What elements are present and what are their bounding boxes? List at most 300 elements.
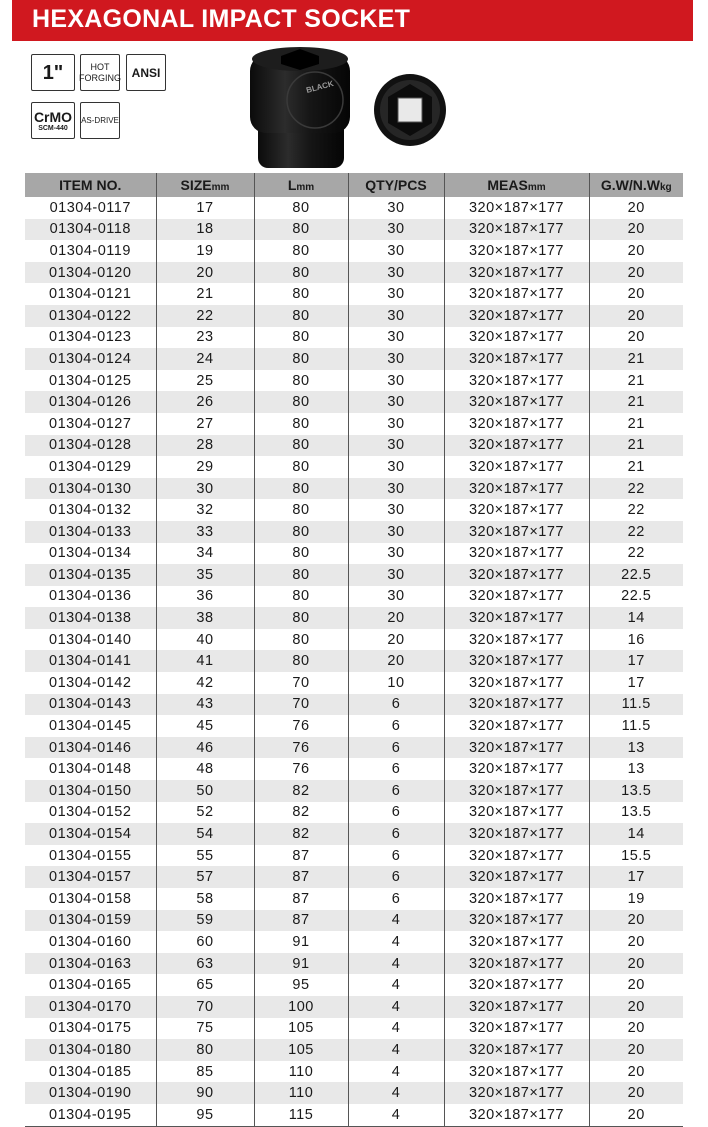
column-header-weight: G.W/N.Wkg: [589, 173, 683, 197]
length-cell: 82: [254, 780, 348, 802]
table-row: [25, 650, 683, 672]
table-row: [25, 845, 683, 867]
qty-cell: 30: [348, 197, 444, 219]
weight-cell: 14: [589, 607, 683, 629]
item-no-cell: 01304-0165: [25, 974, 156, 996]
length-cell: 80: [254, 478, 348, 500]
table-row: [25, 931, 683, 953]
length-cell: 80: [254, 262, 348, 284]
qty-cell: 6: [348, 715, 444, 737]
weight-cell: 22.5: [621, 588, 652, 605]
item-no-cell: 01304-0140: [25, 629, 156, 651]
weight-cell: 20: [627, 1063, 645, 1080]
qty-cell: 30: [348, 327, 444, 349]
table-row: [25, 521, 683, 543]
weight-cell: 22: [627, 502, 645, 519]
length-cell: 100: [254, 996, 348, 1018]
meas-cell: 320×187×177: [444, 823, 589, 845]
meas-cell: 320×187×177: [444, 845, 589, 867]
weight-cell: 20: [589, 910, 683, 932]
table-row: [25, 910, 683, 932]
table-row: [25, 240, 683, 262]
qty-cell: 30: [348, 543, 444, 565]
weight-cell: 20: [589, 953, 683, 975]
length-cell: 80: [254, 629, 348, 651]
qty-cell: 4: [348, 996, 444, 1018]
meas-cell: 320×187×177: [444, 953, 589, 975]
meas-cell: 320×187×177: [444, 629, 589, 651]
item-no-cell: 01304-0122: [25, 305, 156, 327]
meas-cell: 320×187×177: [444, 1039, 589, 1061]
weight-cell: 22: [589, 478, 683, 500]
table-row: [25, 780, 683, 802]
length-cell: 80: [254, 456, 348, 478]
weight-cell: 15.5: [621, 847, 652, 864]
item-no-cell: 01304-0132: [25, 499, 156, 521]
qty-cell: 6: [348, 845, 444, 867]
size-cell: 58: [156, 888, 254, 910]
column-header-length: Lmm: [254, 173, 348, 197]
table-row: [25, 1104, 683, 1126]
meas-cell: 320×187×177: [444, 607, 589, 629]
item-no-cell: 01304-0127: [25, 413, 156, 435]
length-cell: 80: [254, 283, 348, 305]
meas-cell: 320×187×177: [444, 1061, 589, 1083]
qty-cell: 6: [348, 888, 444, 910]
table-row: [25, 262, 683, 284]
length-cell: 80: [254, 521, 348, 543]
item-no-cell: 01304-0154: [25, 823, 156, 845]
as-drive-badge: [80, 102, 120, 139]
table-row: [25, 866, 683, 888]
weight-cell: 20: [589, 305, 683, 327]
size-cell: 26: [156, 391, 254, 413]
qty-cell: 4: [348, 1039, 444, 1061]
size-cell: 19: [156, 240, 254, 262]
item-no-cell: 01304-0135: [25, 564, 156, 586]
length-cell: 115: [254, 1104, 348, 1126]
qty-cell: 4: [348, 974, 444, 996]
qty-cell: 30: [348, 499, 444, 521]
meas-cell: 320×187×177: [444, 391, 589, 413]
item-no-cell: 01304-0158: [25, 888, 156, 910]
table-row: [25, 737, 683, 759]
meas-cell: 320×187×177: [444, 715, 589, 737]
table-row: [25, 456, 683, 478]
weight-cell: 21: [627, 372, 645, 389]
socket-bottom-image: [370, 70, 450, 150]
length-cell: 105: [254, 1039, 348, 1061]
qty-cell: 30: [348, 283, 444, 305]
drive-size-badge: [31, 54, 75, 91]
item-no-cell: 01304-0130: [25, 478, 156, 500]
meas-cell: 320×187×177: [444, 1082, 589, 1104]
size-cell: 20: [156, 262, 254, 284]
meas-cell: 320×187×177: [444, 737, 589, 759]
size-cell: 90: [156, 1082, 254, 1104]
item-no-cell: 01304-0146: [25, 737, 156, 759]
qty-cell: 6: [348, 694, 444, 716]
table-row: [25, 823, 683, 845]
size-cell: 46: [156, 737, 254, 759]
crmo-label: CrMO: [33, 108, 73, 125]
size-cell: 45: [156, 715, 254, 737]
page-title: HEXAGONAL IMPACT SOCKET: [32, 5, 411, 33]
item-no-cell: 01304-0138: [25, 607, 156, 629]
qty-cell: 30: [348, 586, 444, 608]
length-cell: 80: [254, 435, 348, 457]
size-cell: 34: [156, 543, 254, 565]
item-no-cell: 01304-0125: [25, 370, 156, 392]
size-cell: 55: [156, 845, 254, 867]
item-no-cell: 01304-0129: [25, 456, 156, 478]
qty-cell: 6: [348, 758, 444, 780]
qty-cell: 30: [348, 456, 444, 478]
table-row: [25, 391, 683, 413]
table-row: [25, 413, 683, 435]
meas-cell: 320×187×177: [444, 650, 589, 672]
size-cell: 25: [156, 370, 254, 392]
weight-cell: 20: [589, 219, 683, 241]
size-cell: 70: [156, 996, 254, 1018]
item-no-cell: 01304-0152: [25, 802, 156, 824]
weight-cell: 13.5: [621, 804, 652, 821]
table-row: [25, 974, 683, 996]
size-cell: 27: [156, 413, 254, 435]
table-row: [25, 715, 683, 737]
table-row: [25, 348, 683, 370]
qty-cell: 30: [348, 391, 444, 413]
spec-table: [25, 173, 683, 1127]
meas-cell: 320×187×177: [444, 413, 589, 435]
meas-cell: 320×187×177: [444, 996, 589, 1018]
length-cell: 110: [254, 1082, 348, 1104]
item-no-cell: 01304-0136: [25, 586, 156, 608]
weight-cell: 11.5: [589, 694, 683, 716]
size-cell: 52: [156, 802, 254, 824]
table-row: [25, 1061, 683, 1083]
qty-cell: 30: [348, 240, 444, 262]
weight-cell: 20: [589, 996, 683, 1018]
item-no-cell: 01304-0141: [25, 650, 156, 672]
meas-cell: 320×187×177: [444, 197, 589, 219]
length-cell: 80: [254, 327, 348, 349]
size-cell: 85: [156, 1061, 254, 1083]
qty-cell: 30: [348, 435, 444, 457]
length-cell: 80: [254, 240, 348, 262]
weight-cell: 20: [589, 1039, 683, 1061]
weight-cell: 11.5: [621, 718, 651, 735]
meas-cell: 320×187×177: [444, 435, 589, 457]
size-cell: 43: [156, 694, 254, 716]
weight-cell: 20: [589, 1082, 683, 1104]
hot-forging-line2: FORGING: [79, 72, 121, 83]
meas-cell: 320×187×177: [444, 974, 589, 996]
item-no-cell: 01304-0118: [25, 219, 156, 241]
length-cell: 82: [254, 823, 348, 845]
table-row: [25, 499, 683, 521]
weight-cell: 20: [627, 329, 645, 346]
table-row: [25, 802, 683, 824]
item-no-cell: 01304-0126: [25, 391, 156, 413]
qty-cell: 4: [348, 910, 444, 932]
item-no-cell: 01304-0148: [25, 758, 156, 780]
item-no-cell: 01304-0120: [25, 262, 156, 284]
item-no-cell: 01304-0170: [25, 996, 156, 1018]
length-cell: 87: [254, 888, 348, 910]
qty-cell: 30: [348, 305, 444, 327]
size-cell: 95: [156, 1104, 254, 1126]
meas-cell: 320×187×177: [444, 348, 589, 370]
table-row: [25, 1039, 683, 1061]
meas-cell: 320×187×177: [444, 305, 589, 327]
qty-cell: 30: [348, 521, 444, 543]
table-row: [25, 953, 683, 975]
table-row: [25, 197, 683, 219]
length-cell: 76: [254, 715, 348, 737]
item-no-cell: 01304-0133: [25, 521, 156, 543]
length-cell: 80: [254, 219, 348, 241]
size-cell: 33: [156, 521, 254, 543]
item-no-cell: 01304-0155: [25, 845, 156, 867]
item-no-cell: 01304-0150: [25, 780, 156, 802]
length-cell: 80: [254, 305, 348, 327]
ansi-label: ANSI: [131, 65, 161, 80]
length-cell: 91: [254, 931, 348, 953]
title-banner: [12, 0, 693, 41]
table-row: [25, 327, 683, 349]
table-row: [25, 607, 683, 629]
item-no-cell: 01304-0128: [25, 435, 156, 457]
size-cell: 36: [156, 586, 254, 608]
length-cell: 87: [254, 845, 348, 867]
qty-cell: 4: [348, 1104, 444, 1126]
weight-cell: 17: [627, 674, 645, 691]
weight-cell: 22: [589, 521, 683, 543]
table-row: [25, 305, 683, 327]
weight-cell: 20: [589, 1104, 683, 1126]
weight-cell: 13: [589, 737, 683, 759]
hot-forging-badge: [80, 54, 120, 91]
item-no-cell: 01304-0175: [25, 1018, 156, 1040]
item-no-cell: 01304-0190: [25, 1082, 156, 1104]
qty-cell: 30: [348, 564, 444, 586]
length-cell: 76: [254, 758, 348, 780]
meas-cell: 320×187×177: [444, 1104, 589, 1126]
item-no-cell: 01304-0160: [25, 931, 156, 953]
table-row: [25, 478, 683, 500]
size-cell: 17: [156, 197, 254, 219]
size-cell: 60: [156, 931, 254, 953]
qty-cell: 30: [348, 478, 444, 500]
weight-cell: 20: [627, 977, 645, 994]
qty-cell: 4: [348, 931, 444, 953]
weight-cell: 20: [589, 262, 683, 284]
ansi-badge: [126, 54, 166, 91]
item-no-cell: 01304-0159: [25, 910, 156, 932]
qty-cell: 30: [348, 413, 444, 435]
meas-cell: 320×187×177: [444, 240, 589, 262]
table-row: [25, 435, 683, 457]
length-cell: 82: [254, 802, 348, 824]
item-no-cell: 01304-0145: [25, 715, 156, 737]
length-cell: 80: [254, 650, 348, 672]
weight-cell: 20: [627, 286, 645, 303]
item-no-cell: 01304-0117: [25, 197, 156, 219]
size-cell: 32: [156, 499, 254, 521]
meas-cell: 320×187×177: [444, 478, 589, 500]
table-row: [25, 564, 683, 586]
length-cell: 80: [254, 348, 348, 370]
item-no-cell: 01304-0180: [25, 1039, 156, 1061]
size-cell: 18: [156, 219, 254, 241]
weight-cell: 22.5: [589, 564, 683, 586]
length-cell: 80: [254, 391, 348, 413]
column-header-size: SIZEmm: [156, 173, 254, 197]
table-row: [25, 996, 683, 1018]
size-cell: 54: [156, 823, 254, 845]
size-cell: 24: [156, 348, 254, 370]
qty-cell: 6: [348, 823, 444, 845]
table-row: [25, 1082, 683, 1104]
weight-cell: 21: [627, 415, 645, 432]
table-row: [25, 586, 683, 608]
qty-cell: 30: [348, 370, 444, 392]
table-row: [25, 283, 683, 305]
qty-cell: 30: [348, 262, 444, 284]
socket-side-image: [245, 45, 355, 170]
column-header-meas: MEASmm: [444, 173, 589, 197]
item-no-cell: 01304-0143: [25, 694, 156, 716]
size-cell: 50: [156, 780, 254, 802]
weight-cell: 13.5: [589, 780, 683, 802]
item-no-cell: 01304-0124: [25, 348, 156, 370]
size-cell: 41: [156, 650, 254, 672]
qty-cell: 6: [348, 737, 444, 759]
qty-cell: 10: [348, 672, 444, 694]
size-cell: 65: [156, 974, 254, 996]
weight-cell: 14: [589, 823, 683, 845]
weight-cell: 21: [589, 435, 683, 457]
table-row: [25, 758, 683, 780]
meas-cell: 320×187×177: [444, 910, 589, 932]
weight-cell: 13: [627, 761, 645, 778]
meas-cell: 320×187×177: [444, 866, 589, 888]
qty-cell: 20: [348, 607, 444, 629]
table-row: [25, 672, 683, 694]
column-header-item-no: ITEM NO.: [25, 173, 156, 197]
column-header-qty: QTY/PCS: [348, 173, 444, 197]
item-no-cell: 01304-0163: [25, 953, 156, 975]
meas-cell: 320×187×177: [444, 758, 589, 780]
meas-cell: 320×187×177: [444, 564, 589, 586]
meas-cell: 320×187×177: [444, 802, 589, 824]
table-row: [25, 1018, 683, 1040]
qty-cell: 4: [348, 953, 444, 975]
crmo-sub-label: SCM-440: [38, 124, 68, 132]
qty-cell: 30: [348, 348, 444, 370]
weight-cell: 20: [627, 242, 645, 259]
meas-cell: 320×187×177: [444, 521, 589, 543]
engraving-text: BLACK: [305, 78, 335, 95]
weight-cell: 19: [627, 890, 645, 907]
size-cell: 21: [156, 283, 254, 305]
length-cell: 80: [254, 564, 348, 586]
qty-cell: 30: [348, 219, 444, 241]
meas-cell: 320×187×177: [444, 456, 589, 478]
table-row: [25, 543, 683, 565]
qty-cell: 4: [348, 1018, 444, 1040]
meas-cell: 320×187×177: [444, 543, 589, 565]
meas-cell: 320×187×177: [444, 672, 589, 694]
weight-cell: 17: [589, 650, 683, 672]
weight-cell: 16: [627, 631, 645, 648]
item-no-cell: 01304-0123: [25, 327, 156, 349]
weight-cell: 21: [627, 458, 645, 475]
item-no-cell: 01304-0119: [25, 240, 156, 262]
meas-cell: 320×187×177: [444, 780, 589, 802]
qty-cell: 4: [348, 1082, 444, 1104]
length-cell: 80: [254, 586, 348, 608]
qty-cell: 20: [348, 650, 444, 672]
as-drive-label: AS-DRIVE: [81, 115, 119, 125]
meas-cell: 320×187×177: [444, 499, 589, 521]
size-cell: 80: [156, 1039, 254, 1061]
meas-cell: 320×187×177: [444, 327, 589, 349]
weight-cell: 21: [589, 348, 683, 370]
item-no-cell: 01304-0195: [25, 1104, 156, 1126]
item-no-cell: 01304-0157: [25, 866, 156, 888]
size-cell: 29: [156, 456, 254, 478]
weight-cell: 17: [589, 866, 683, 888]
length-cell: 87: [254, 866, 348, 888]
size-cell: 22: [156, 305, 254, 327]
meas-cell: 320×187×177: [444, 931, 589, 953]
length-cell: 76: [254, 737, 348, 759]
meas-cell: 320×187×177: [444, 888, 589, 910]
item-no-cell: 01304-0142: [25, 672, 156, 694]
table-row: [25, 629, 683, 651]
item-no-cell: 01304-0134: [25, 543, 156, 565]
size-cell: 40: [156, 629, 254, 651]
table-header-row: [25, 173, 683, 197]
meas-cell: 320×187×177: [444, 219, 589, 241]
weight-cell: 20: [627, 199, 645, 216]
weight-cell: 22: [627, 545, 645, 562]
meas-cell: 320×187×177: [444, 1018, 589, 1040]
length-cell: 70: [254, 694, 348, 716]
table-row: [25, 888, 683, 910]
table-body: [25, 197, 683, 1126]
qty-cell: 20: [348, 629, 444, 651]
weight-cell: 20: [627, 1020, 645, 1037]
qty-cell: 4: [348, 1061, 444, 1083]
weight-cell: 20: [627, 933, 645, 950]
crmo-badge: [31, 102, 75, 139]
size-cell: 23: [156, 327, 254, 349]
length-cell: 95: [254, 974, 348, 996]
size-cell: 30: [156, 478, 254, 500]
size-cell: 28: [156, 435, 254, 457]
drive-size-label: 1": [42, 61, 64, 84]
meas-cell: 320×187×177: [444, 694, 589, 716]
table-row: [25, 370, 683, 392]
size-cell: 57: [156, 866, 254, 888]
table-row: [25, 219, 683, 241]
item-no-cell: 01304-0185: [25, 1061, 156, 1083]
length-cell: 80: [254, 543, 348, 565]
size-cell: 42: [156, 672, 254, 694]
